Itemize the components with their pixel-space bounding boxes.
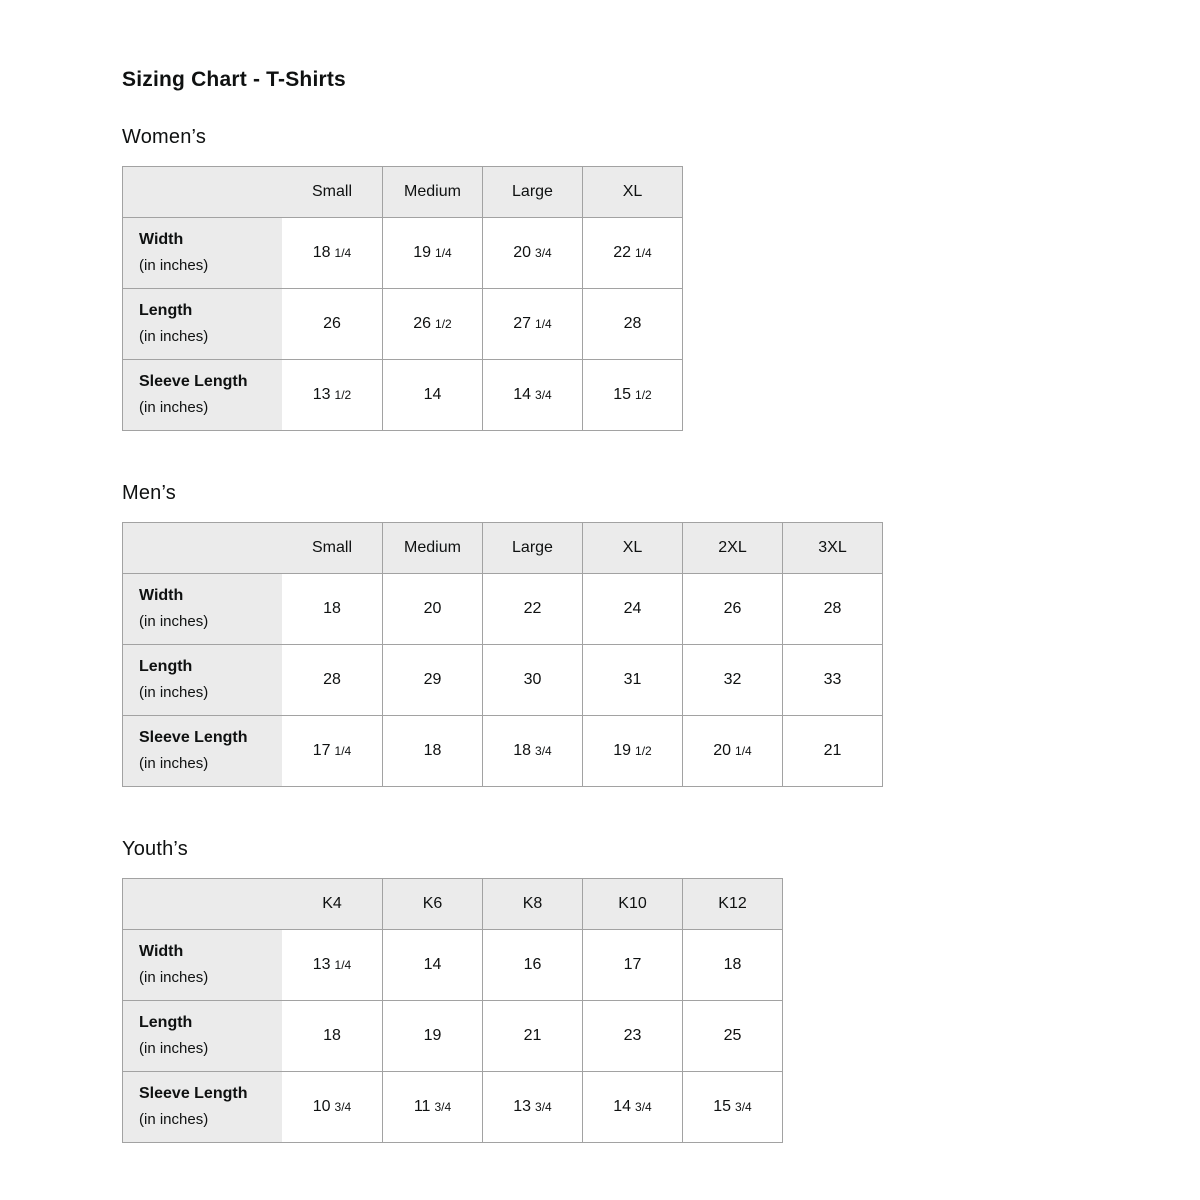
value-whole: 30 — [523, 671, 542, 688]
column-header-youths-k4: K4 — [322, 895, 342, 912]
size-section-youths — [122, 838, 1200, 1143]
value-cell-youths-sleeve-length-0 — [282, 1072, 382, 1142]
row-label-width: Width — [139, 943, 184, 960]
value-cell-womens-sleeve-length-1 — [382, 360, 482, 430]
row-label-sleeve-length: Sleeve Length — [139, 373, 248, 390]
value-cell-womens-length-1 — [382, 289, 482, 359]
row-unit-width: (in inches) — [139, 613, 209, 630]
value-whole: 22 — [523, 600, 542, 617]
header-row-mens — [123, 523, 882, 574]
value-cell-mens-sleeve-length-2 — [482, 716, 582, 786]
value-cell-mens-width-1 — [382, 574, 482, 644]
value-cell-mens-length-2 — [482, 645, 582, 715]
value-fraction: 1/4 — [635, 246, 652, 260]
value-fraction: 1/4 — [334, 744, 352, 758]
value-fraction: 1/2 — [635, 388, 652, 402]
value-fraction: 1/4 — [435, 246, 452, 260]
value-fraction: 3/4 — [334, 1100, 352, 1114]
value-whole: 25 — [723, 1027, 742, 1044]
value-whole: 11 — [413, 1098, 431, 1115]
value-whole: 26 — [413, 315, 432, 332]
value-whole: 21 — [523, 1027, 542, 1044]
value-cell-mens-length-4 — [682, 645, 782, 715]
value-whole: 15 — [613, 386, 632, 403]
value-cell-womens-length-0 — [282, 289, 382, 359]
value-cell-womens-width-2 — [482, 218, 582, 288]
value-whole: 13 — [312, 386, 331, 403]
page-title: Sizing Chart - T-Shirts — [122, 68, 346, 91]
row-label-width: Width — [139, 231, 184, 248]
value-cell-mens-width-2 — [482, 574, 582, 644]
table-row-mens-length — [123, 645, 882, 716]
row-label-length: Length — [139, 302, 193, 319]
value-whole: 23 — [623, 1027, 642, 1044]
row-unit-length: (in inches) — [139, 684, 209, 701]
value-cell-youths-sleeve-length-2 — [482, 1072, 582, 1142]
row-label-cell-mens-length — [123, 645, 282, 715]
value-fraction: 1/4 — [535, 317, 552, 331]
corner-cell-youths — [123, 879, 282, 929]
value-whole: 19 — [613, 742, 632, 759]
value-whole: 13 — [312, 956, 331, 973]
value-whole: 20 — [513, 244, 532, 261]
column-header-mens-small: Small — [311, 539, 352, 556]
row-unit-width: (in inches) — [139, 969, 209, 986]
value-cell-mens-length-1 — [382, 645, 482, 715]
row-label-cell-womens-width — [123, 218, 282, 288]
value-whole: 24 — [623, 600, 642, 617]
value-whole: 21 — [823, 742, 842, 759]
row-label-cell-youths-width — [123, 930, 282, 1000]
row-unit-length: (in inches) — [139, 328, 209, 345]
value-cell-womens-width-0 — [282, 218, 382, 288]
value-whole: 20 — [713, 742, 732, 759]
section-heading-mens: Men’s — [122, 482, 176, 504]
value-fraction: 1/2 — [334, 388, 352, 402]
size-section-womens — [122, 126, 1200, 431]
value-cell-youths-width-1 — [382, 930, 482, 1000]
value-whole: 32 — [723, 671, 742, 688]
value-cell-mens-sleeve-length-1 — [382, 716, 482, 786]
sizing-table-mens — [122, 522, 883, 787]
value-cell-youths-width-0 — [282, 930, 382, 1000]
value-cell-youths-sleeve-length-1 — [382, 1072, 482, 1142]
sizing-table-youths — [122, 878, 783, 1143]
value-whole: 28 — [823, 600, 842, 617]
value-cell-mens-width-3 — [582, 574, 682, 644]
value-whole: 16 — [523, 956, 542, 973]
value-cell-womens-sleeve-length-2 — [482, 360, 582, 430]
table-row-womens-sleeve-length — [123, 360, 682, 430]
value-fraction: 3/4 — [535, 246, 552, 260]
value-cell-mens-sleeve-length-5 — [782, 716, 882, 786]
value-whole: 18 — [323, 1027, 341, 1044]
row-label-length: Length — [139, 1014, 193, 1031]
column-header-mens-medium: Medium — [382, 523, 482, 573]
value-whole: 18 — [423, 742, 442, 759]
column-header-youths-k6: K6 — [382, 879, 482, 929]
row-label-sleeve-length: Sleeve Length — [139, 729, 248, 746]
row-label-width: Width — [139, 587, 184, 604]
value-cell-mens-length-0 — [282, 645, 382, 715]
table-row-mens-sleeve-length — [123, 716, 882, 786]
value-cell-youths-width-4 — [682, 930, 782, 1000]
value-whole: 28 — [623, 315, 642, 332]
value-cell-mens-length-3 — [582, 645, 682, 715]
value-cell-womens-sleeve-length-0 — [282, 360, 382, 430]
value-cell-mens-sleeve-length-4 — [682, 716, 782, 786]
value-cell-mens-sleeve-length-0 — [282, 716, 382, 786]
value-cell-mens-width-0 — [282, 574, 382, 644]
row-unit-sleeve-length: (in inches) — [139, 755, 209, 772]
value-whole: 15 — [713, 1098, 732, 1115]
value-fraction: 1/2 — [635, 744, 652, 758]
value-whole: 18 — [312, 244, 331, 261]
column-header-mens-2xl: 2XL — [682, 523, 782, 573]
value-cell-youths-length-0 — [282, 1001, 382, 1071]
value-whole: 31 — [623, 671, 642, 688]
corner-cell-mens — [123, 523, 282, 573]
value-whole: 33 — [823, 671, 842, 688]
section-heading-youths: Youth’s — [122, 838, 188, 860]
value-fraction: 1/4 — [334, 958, 352, 972]
table-row-youths-sleeve-length — [123, 1072, 782, 1142]
value-whole: 18 — [323, 600, 341, 617]
value-cell-womens-sleeve-length-3 — [582, 360, 682, 430]
column-header-womens-small: Small — [311, 183, 352, 200]
column-header-youths-k8: K8 — [482, 879, 582, 929]
value-whole: 20 — [423, 600, 442, 617]
value-whole: 14 — [513, 386, 532, 403]
value-whole: 10 — [312, 1098, 331, 1115]
value-whole: 14 — [613, 1098, 632, 1115]
value-fraction: 3/4 — [535, 1100, 552, 1114]
row-label-cell-mens-width — [123, 574, 282, 644]
row-label-cell-youths-length — [123, 1001, 282, 1071]
value-cell-youths-length-2 — [482, 1001, 582, 1071]
value-whole: 26 — [323, 315, 341, 332]
row-label-length: Length — [139, 658, 193, 675]
value-whole: 19 — [413, 244, 432, 261]
value-whole: 27 — [513, 315, 532, 332]
value-whole: 17 — [312, 742, 331, 759]
value-whole: 26 — [723, 600, 742, 617]
value-fraction: 3/4 — [535, 388, 552, 402]
value-fraction: 1/4 — [735, 744, 752, 758]
size-section-mens — [122, 482, 1200, 787]
value-fraction: 3/4 — [434, 1100, 452, 1114]
value-whole: 19 — [423, 1027, 442, 1044]
value-whole: 28 — [323, 671, 341, 688]
value-whole: 13 — [513, 1098, 532, 1115]
table-row-mens-width — [123, 574, 882, 645]
value-cell-youths-width-2 — [482, 930, 582, 1000]
value-whole: 14 — [423, 386, 442, 403]
value-cell-womens-width-1 — [382, 218, 482, 288]
row-label-sleeve-length: Sleeve Length — [139, 1085, 248, 1102]
corner-cell-womens — [123, 167, 282, 217]
section-heading-womens: Women’s — [122, 126, 207, 148]
row-unit-sleeve-length: (in inches) — [139, 1111, 209, 1128]
row-label-cell-womens-sleeve-length — [123, 360, 282, 430]
value-whole: 22 — [613, 244, 632, 261]
row-label-cell-womens-length — [123, 289, 282, 359]
header-row-youths — [123, 879, 782, 930]
column-header-womens-medium: Medium — [382, 167, 482, 217]
value-whole: 17 — [623, 956, 642, 973]
value-cell-mens-length-5 — [782, 645, 882, 715]
value-cell-youths-sleeve-length-4 — [682, 1072, 782, 1142]
value-cell-youths-length-3 — [582, 1001, 682, 1071]
value-whole: 29 — [423, 671, 442, 688]
table-row-youths-width — [123, 930, 782, 1001]
value-cell-womens-width-3 — [582, 218, 682, 288]
row-unit-width: (in inches) — [139, 257, 209, 274]
value-cell-mens-width-5 — [782, 574, 882, 644]
value-fraction: 3/4 — [635, 1100, 652, 1114]
table-row-youths-length — [123, 1001, 782, 1072]
value-cell-womens-length-3 — [582, 289, 682, 359]
value-cell-youths-length-1 — [382, 1001, 482, 1071]
table-row-womens-width — [123, 218, 682, 289]
column-header-youths-k12: K12 — [682, 879, 782, 929]
value-cell-mens-sleeve-length-3 — [582, 716, 682, 786]
column-header-youths-k10: K10 — [582, 879, 682, 929]
value-cell-youths-length-4 — [682, 1001, 782, 1071]
column-header-mens-xl: XL — [582, 523, 682, 573]
value-cell-womens-length-2 — [482, 289, 582, 359]
value-whole: 18 — [513, 742, 532, 759]
value-fraction: 1/2 — [435, 317, 452, 331]
value-fraction: 1/4 — [334, 246, 352, 260]
column-header-mens-large: Large — [482, 523, 582, 573]
row-label-cell-mens-sleeve-length — [123, 716, 282, 786]
table-row-womens-length — [123, 289, 682, 360]
row-unit-sleeve-length: (in inches) — [139, 399, 209, 416]
value-cell-youths-width-3 — [582, 930, 682, 1000]
sizing-tables-container — [122, 126, 1200, 1143]
value-fraction: 3/4 — [735, 1100, 752, 1114]
column-header-mens-3xl: 3XL — [782, 523, 882, 573]
column-header-womens-xl: XL — [582, 167, 682, 217]
column-header-womens-large: Large — [482, 167, 582, 217]
row-unit-length: (in inches) — [139, 1040, 209, 1057]
sizing-table-womens — [122, 166, 683, 431]
row-label-cell-youths-sleeve-length — [123, 1072, 282, 1142]
value-cell-mens-width-4 — [682, 574, 782, 644]
value-whole: 18 — [723, 956, 742, 973]
value-cell-youths-sleeve-length-3 — [582, 1072, 682, 1142]
value-whole: 14 — [423, 956, 442, 973]
value-fraction: 3/4 — [535, 744, 552, 758]
header-row-womens — [123, 167, 682, 218]
